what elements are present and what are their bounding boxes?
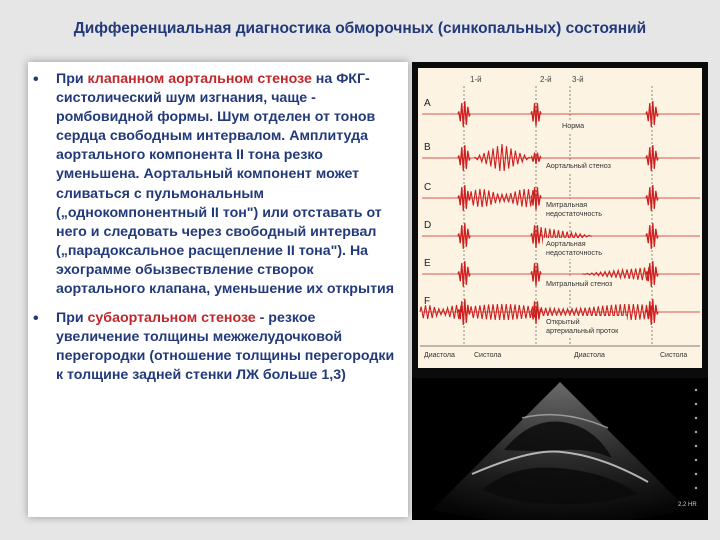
bullet-aortic-stenosis — [28, 70, 408, 299]
phonocardiogram-svg — [412, 62, 708, 378]
echo-scale-dot — [695, 417, 697, 419]
pcg-row-label-line: Открытый — [546, 317, 580, 326]
pcg-tone-label: 3-й — [572, 75, 584, 84]
pcg-row-label-line: артериальный проток — [546, 326, 619, 335]
echo-corner-text: 2.2 HR — [678, 502, 697, 508]
bullet-prefix: При — [56, 310, 88, 327]
pcg-row-label: Аортальный стеноз — [546, 161, 611, 170]
pcg-phase-label: Диастола — [424, 352, 455, 359]
pcg-row-label-line: недостаточность — [546, 248, 603, 257]
bullet-text: - резкое увеличение толщины межжелудочковой перегородки (отношение толщины перегородки к толщине задней стенки ЛЖ больше 1,3) — [56, 310, 395, 384]
pcg-row-label-line: Митральная — [546, 200, 588, 209]
echo-scale-dot — [695, 403, 697, 405]
bullet-text: на ФКГ- систолический шум изгнания, чаще - ромбовидной формы. Шум отделен от тонов сердца свободным интервалом. Амплитуда аортального компонента II тона резко уменьшена. Аортальный компонент может сливаться с пульмональным („однокомпонентный II тон") или отставать от него и следовать через свободный интервал („парадоксальное расщепление II тона"). На эхограмме обызвествление створок аортального клапана, уменьшение их открытия — [56, 71, 395, 298]
bullet-dot-icon: • — [33, 71, 39, 88]
echo-scale-dot — [695, 389, 697, 391]
pcg-phase-label: Систола — [474, 352, 502, 359]
echo-scale-dot — [695, 459, 697, 461]
pcg-tone-label: 1-й — [470, 75, 482, 84]
bullet-subaortic-stenosis — [28, 309, 408, 385]
pcg-phase-label: Диастола — [574, 352, 605, 359]
pcg-phase-label: Систола — [660, 352, 688, 359]
pcg-tone-label: 2-й — [540, 75, 552, 84]
pcg-row-label: Норма — [562, 121, 585, 130]
echo-scale-dot — [695, 431, 697, 433]
pcg-row-letter: F — [424, 296, 431, 307]
pcg-row-letter: E — [424, 258, 431, 269]
pcg-row-letter: C — [424, 182, 432, 193]
slide-title: Дифференциальная диагностика обморочных (синкопальных) состояний — [73, 20, 647, 37]
pcg-row-label-line: недостаточность — [546, 209, 603, 218]
echo-scale-dot — [695, 473, 697, 475]
echocardiogram-image — [412, 378, 708, 520]
echo-depth-scale — [695, 389, 697, 489]
echo-scale-dot — [695, 445, 697, 447]
echo-svg — [412, 378, 708, 520]
pcg-row-label: Митральный стеноз — [546, 279, 613, 288]
text-panel — [28, 62, 408, 517]
bullet-highlight: субаортальном стенозе — [87, 310, 256, 327]
pcg-row-letter: B — [424, 142, 431, 153]
phonocardiogram-figure — [412, 62, 708, 378]
bullet-highlight: клапанном аортальном стенозе — [87, 71, 312, 87]
echo-scale-dot — [695, 487, 697, 489]
pcg-row-label-line: Аортальная — [546, 239, 586, 248]
bullet-prefix: При — [56, 71, 88, 87]
pcg-row-letter: A — [424, 98, 431, 109]
bullet-dot-icon: • — [33, 310, 39, 328]
pcg-row-letter: D — [424, 220, 432, 231]
